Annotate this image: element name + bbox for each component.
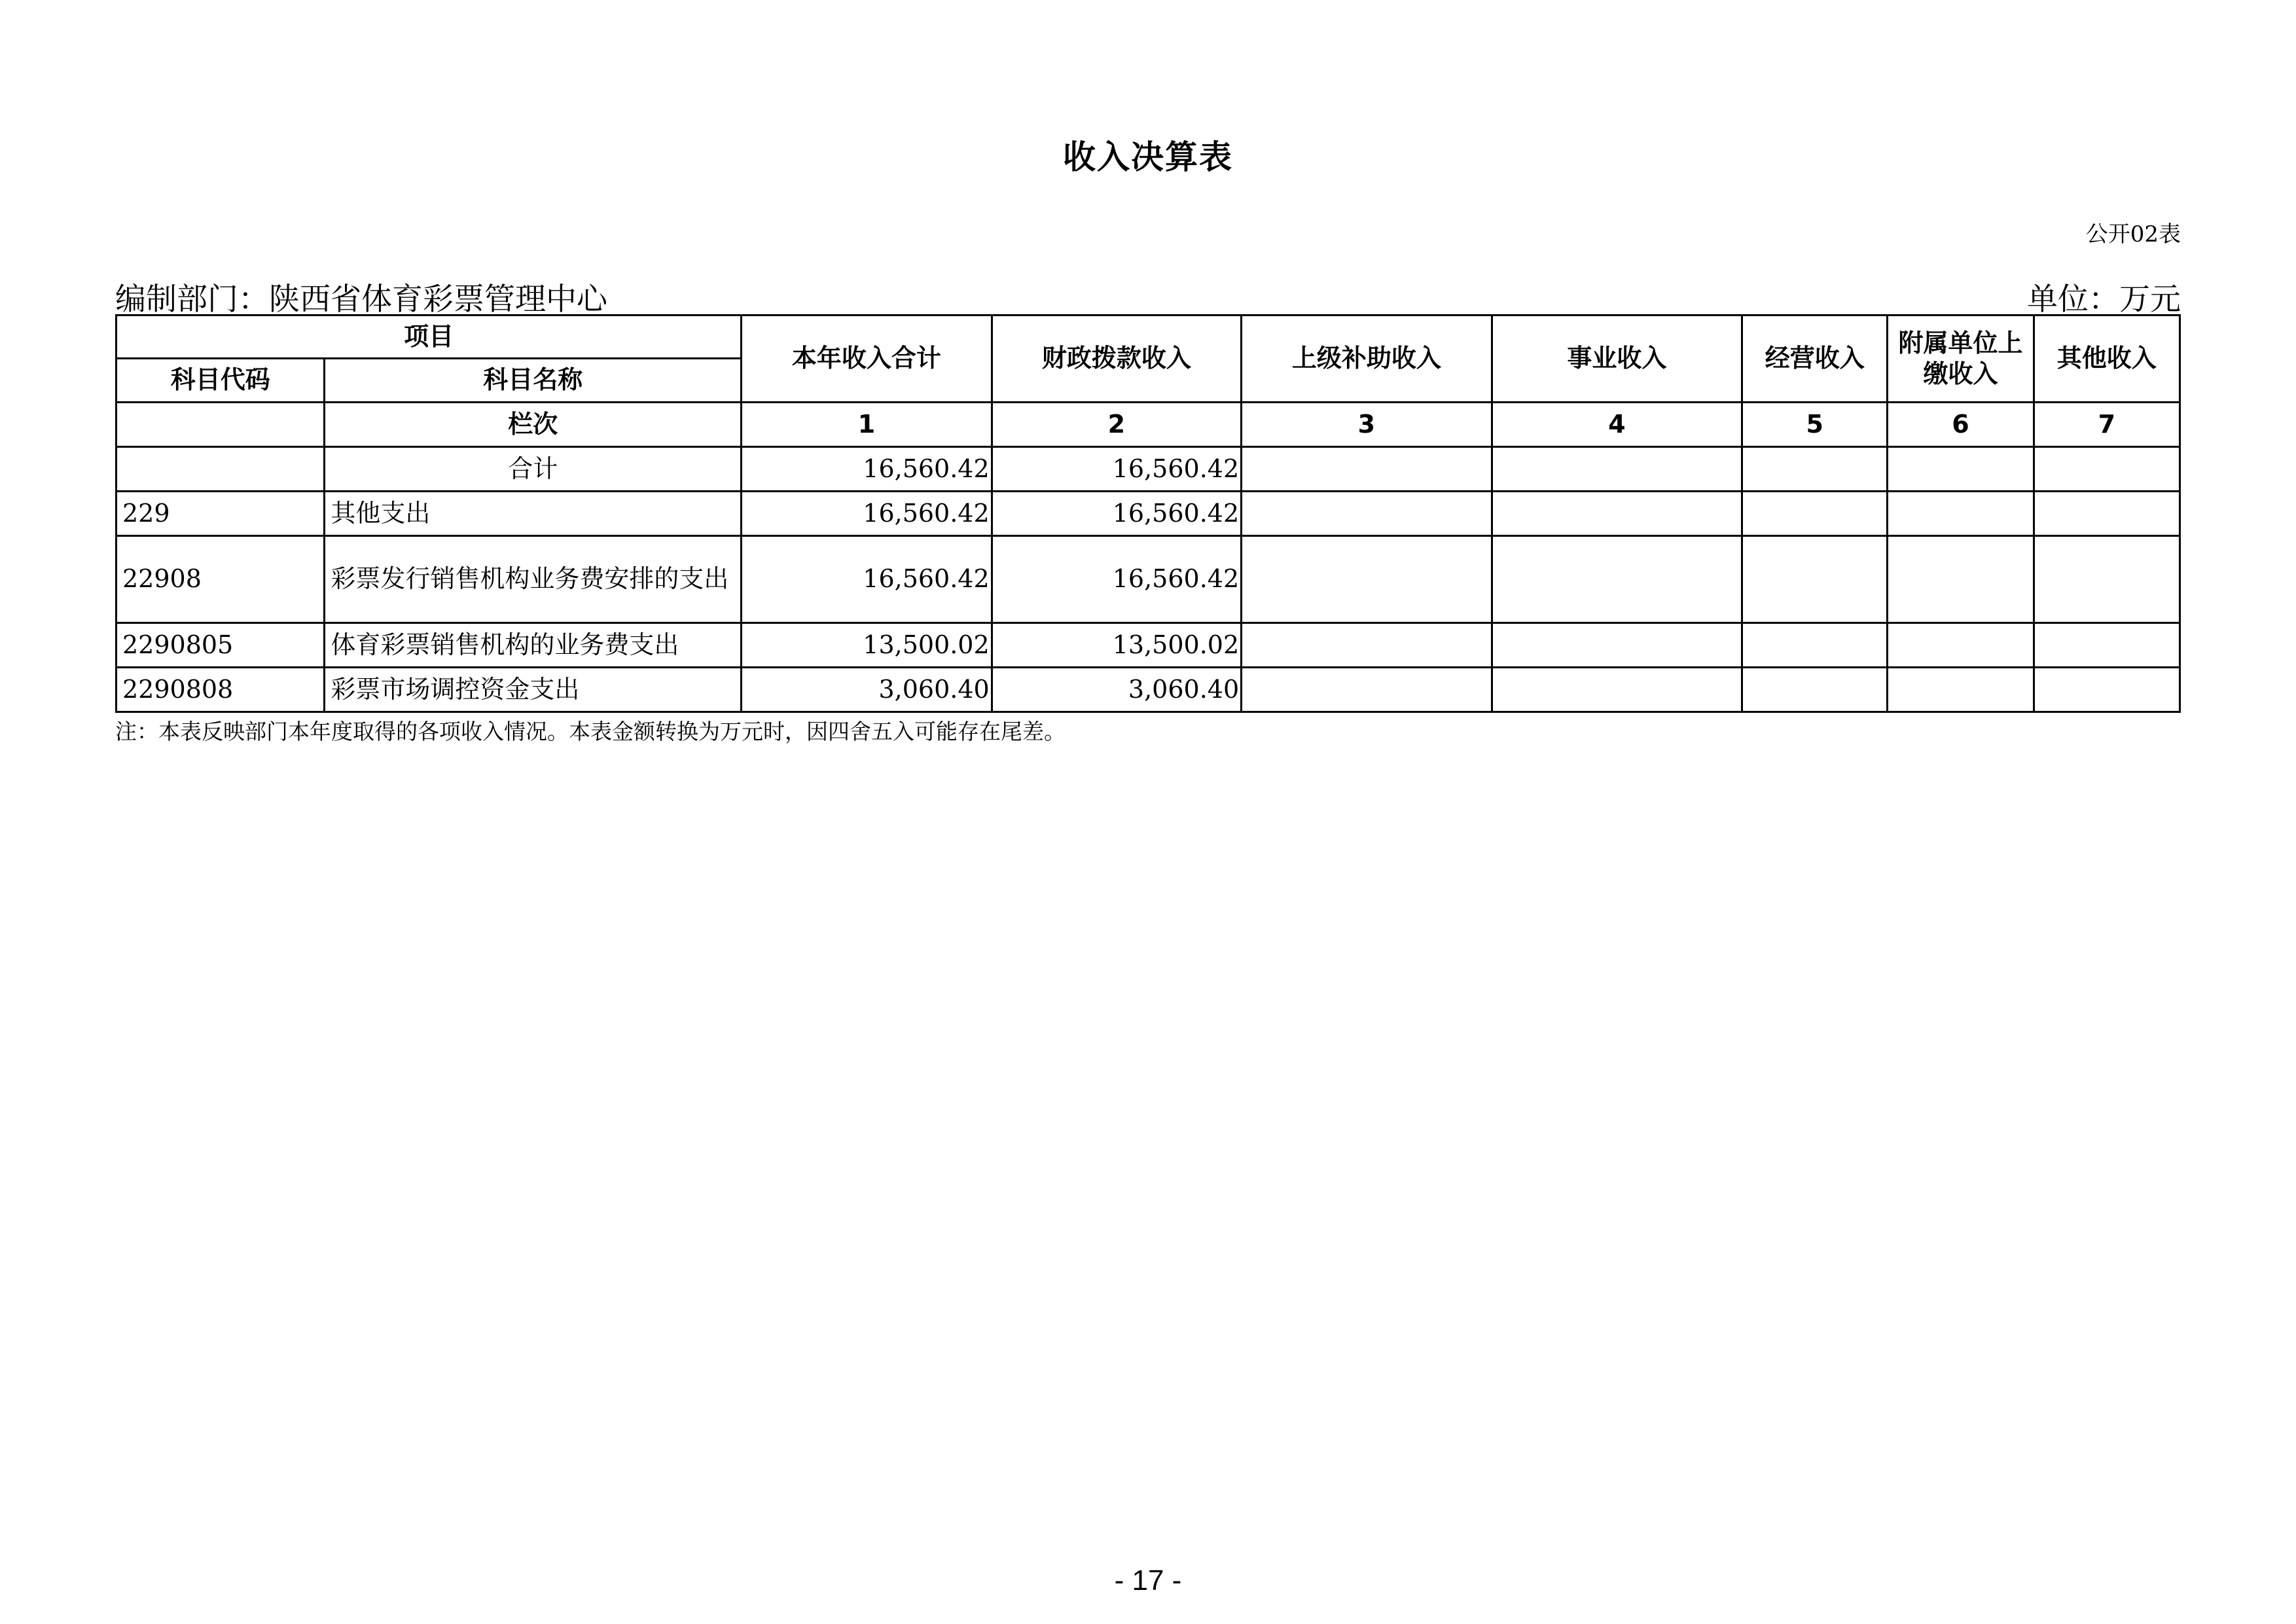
column-number: 3 — [1242, 403, 1492, 447]
row-operating — [1742, 536, 1888, 623]
header-fiscal: 财政拨款收入 — [992, 316, 1241, 403]
row-fiscal: 16,560.42 — [992, 447, 1241, 492]
row-business — [1492, 668, 1742, 712]
table-row — [117, 623, 2180, 668]
row-name: 体育彩票销售机构的业务费支出 — [325, 623, 742, 668]
header-affiliated: 附属单位上缴收入 — [1888, 316, 2034, 403]
row-affiliated — [1888, 492, 2034, 536]
row-affiliated — [1888, 536, 2034, 623]
row-superior-subsidy — [1242, 536, 1492, 623]
header-name: 科目名称 — [325, 359, 742, 403]
table-code: 公开02表 — [2085, 221, 2181, 247]
row-code: 22908 — [117, 536, 325, 623]
row-business — [1492, 447, 1742, 492]
table-row — [117, 447, 2180, 492]
row-code: 2290805 — [117, 623, 325, 668]
row-total-income: 13,500.02 — [742, 623, 992, 668]
column-number: 6 — [1888, 403, 2034, 447]
unit-label: 单位：万元 — [2027, 281, 2181, 317]
row-superior-subsidy — [1242, 492, 1492, 536]
header-superior-subsidy: 上级补助收入 — [1242, 316, 1492, 403]
header-business: 事业收入 — [1492, 316, 1742, 403]
row-fiscal: 16,560.42 — [992, 536, 1241, 623]
row-operating — [1742, 668, 1888, 712]
row-other — [2034, 623, 2179, 668]
row-fiscal: 3,060.40 — [992, 668, 1241, 712]
column-number: 2 — [992, 403, 1241, 447]
row-business — [1492, 623, 1742, 668]
row-name: 合计 — [325, 447, 742, 492]
column-number: 4 — [1492, 403, 1742, 447]
column-number-empty — [117, 403, 325, 447]
row-business — [1492, 492, 1742, 536]
row-total-income: 16,560.42 — [742, 447, 992, 492]
header-total-income: 本年收入合计 — [742, 316, 992, 403]
row-operating — [1742, 623, 1888, 668]
row-total-income: 3,060.40 — [742, 668, 992, 712]
row-code — [117, 447, 325, 492]
column-number-label: 栏次 — [325, 403, 742, 447]
page-title: 收入决算表 — [1063, 138, 1233, 176]
page-number: - 17 - — [1114, 1564, 1182, 1597]
table-row — [117, 668, 2180, 712]
row-total-income: 16,560.42 — [742, 492, 992, 536]
column-number-row — [117, 403, 2180, 447]
row-superior-subsidy — [1242, 668, 1492, 712]
row-code: 2290808 — [117, 668, 325, 712]
table-row — [117, 536, 2180, 623]
row-superior-subsidy — [1242, 623, 1492, 668]
department-label: 编制部门：陕西省体育彩票管理中心 — [115, 281, 607, 317]
row-business — [1492, 536, 1742, 623]
row-code: 229 — [117, 492, 325, 536]
table-note: 注：本表反映部门本年度取得的各项收入情况。本表金额转换为万元时，因四舍五入可能存在尾差。 — [115, 719, 1066, 744]
header-code: 科目代码 — [117, 359, 325, 403]
column-number: 7 — [2034, 403, 2179, 447]
row-affiliated — [1888, 668, 2034, 712]
row-name: 彩票市场调控资金支出 — [325, 668, 742, 712]
row-affiliated — [1888, 447, 2034, 492]
row-other — [2034, 668, 2179, 712]
row-operating — [1742, 447, 1888, 492]
row-superior-subsidy — [1242, 447, 1492, 492]
header-operating: 经营收入 — [1742, 316, 1888, 403]
header-row-1 — [117, 316, 2180, 359]
column-number: 5 — [1742, 403, 1888, 447]
row-fiscal: 16,560.42 — [992, 492, 1241, 536]
row-operating — [1742, 492, 1888, 536]
column-number: 1 — [742, 403, 992, 447]
row-affiliated — [1888, 623, 2034, 668]
row-name: 其他支出 — [325, 492, 742, 536]
table-row — [117, 492, 2180, 536]
income-table — [115, 314, 2181, 713]
row-other — [2034, 536, 2179, 623]
header-other: 其他收入 — [2034, 316, 2179, 403]
row-other — [2034, 447, 2179, 492]
header-item: 项目 — [117, 316, 742, 359]
row-name: 彩票发行销售机构业务费安排的支出 — [325, 536, 742, 623]
row-other — [2034, 492, 2179, 536]
row-total-income: 16,560.42 — [742, 536, 992, 623]
row-fiscal: 13,500.02 — [992, 623, 1241, 668]
